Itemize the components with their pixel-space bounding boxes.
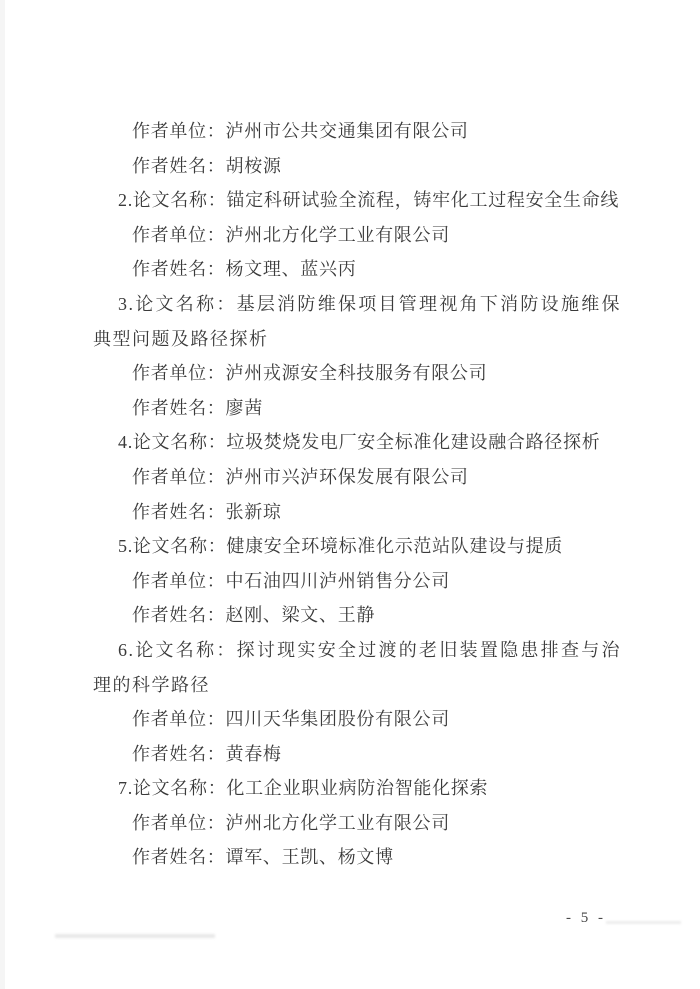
scan-artifact-streak [55, 934, 215, 938]
author-name-line: 作者姓名：胡桉源 [132, 155, 282, 176]
author-unit-line: 作者单位：四川天华集团股份有限公司 [132, 709, 450, 730]
author-unit-line: 作者单位：泸州北方化学工业有限公司 [132, 224, 450, 245]
paper-title-line: 7.论文名称：化工企业职业病防治智能化探索 [118, 778, 489, 799]
paper-title-line: 5.论文名称：健康安全环境标准化示范站队建设与提质 [118, 536, 563, 557]
author-unit-line: 作者单位：中石油四川泸州销售分公司 [132, 570, 450, 591]
paper-title-line: 2.论文名称：锚定科研试验全流程，铸牢化工过程安全生命线 [118, 190, 620, 211]
author-name-line: 作者姓名：黄春梅 [132, 743, 282, 764]
author-name-line: 作者姓名：廖茜 [132, 397, 263, 418]
author-unit-line: 作者单位：泸州市兴泸环保发展有限公司 [132, 466, 469, 487]
author-name-line: 作者姓名：赵刚、梁文、王静 [132, 605, 376, 626]
author-name-line: 作者姓名：谭军、王凯、杨文博 [132, 847, 394, 868]
paper-title-line: 3.论文名称：基层消防维保项目管理视角下消防设施维保典型问题及路径探析 [93, 293, 621, 349]
paper-title-line: 4.论文名称：垃圾焚烧发电厂安全标准化建设融合路径探析 [118, 432, 601, 453]
author-unit-line: 作者单位：泸州戎源安全科技服务有限公司 [132, 363, 488, 384]
document-body [93, 114, 621, 875]
author-unit-line: 作者单位：泸州北方化学工业有限公司 [132, 812, 450, 833]
paper-title-line: 6.论文名称：探讨现实安全过渡的老旧装置隐患排查与治理的科学路径 [93, 639, 621, 695]
author-name-line: 作者姓名：杨文理、蓝兴丙 [132, 259, 357, 280]
scan-artifact-streak [606, 921, 681, 924]
author-name-line: 作者姓名：张新琼 [132, 501, 282, 522]
page-number: - 5 - [566, 910, 606, 926]
author-unit-line: 作者单位：泸州市公共交通集团有限公司 [132, 121, 469, 141]
scan-artifact-left-edge [0, 0, 5, 989]
